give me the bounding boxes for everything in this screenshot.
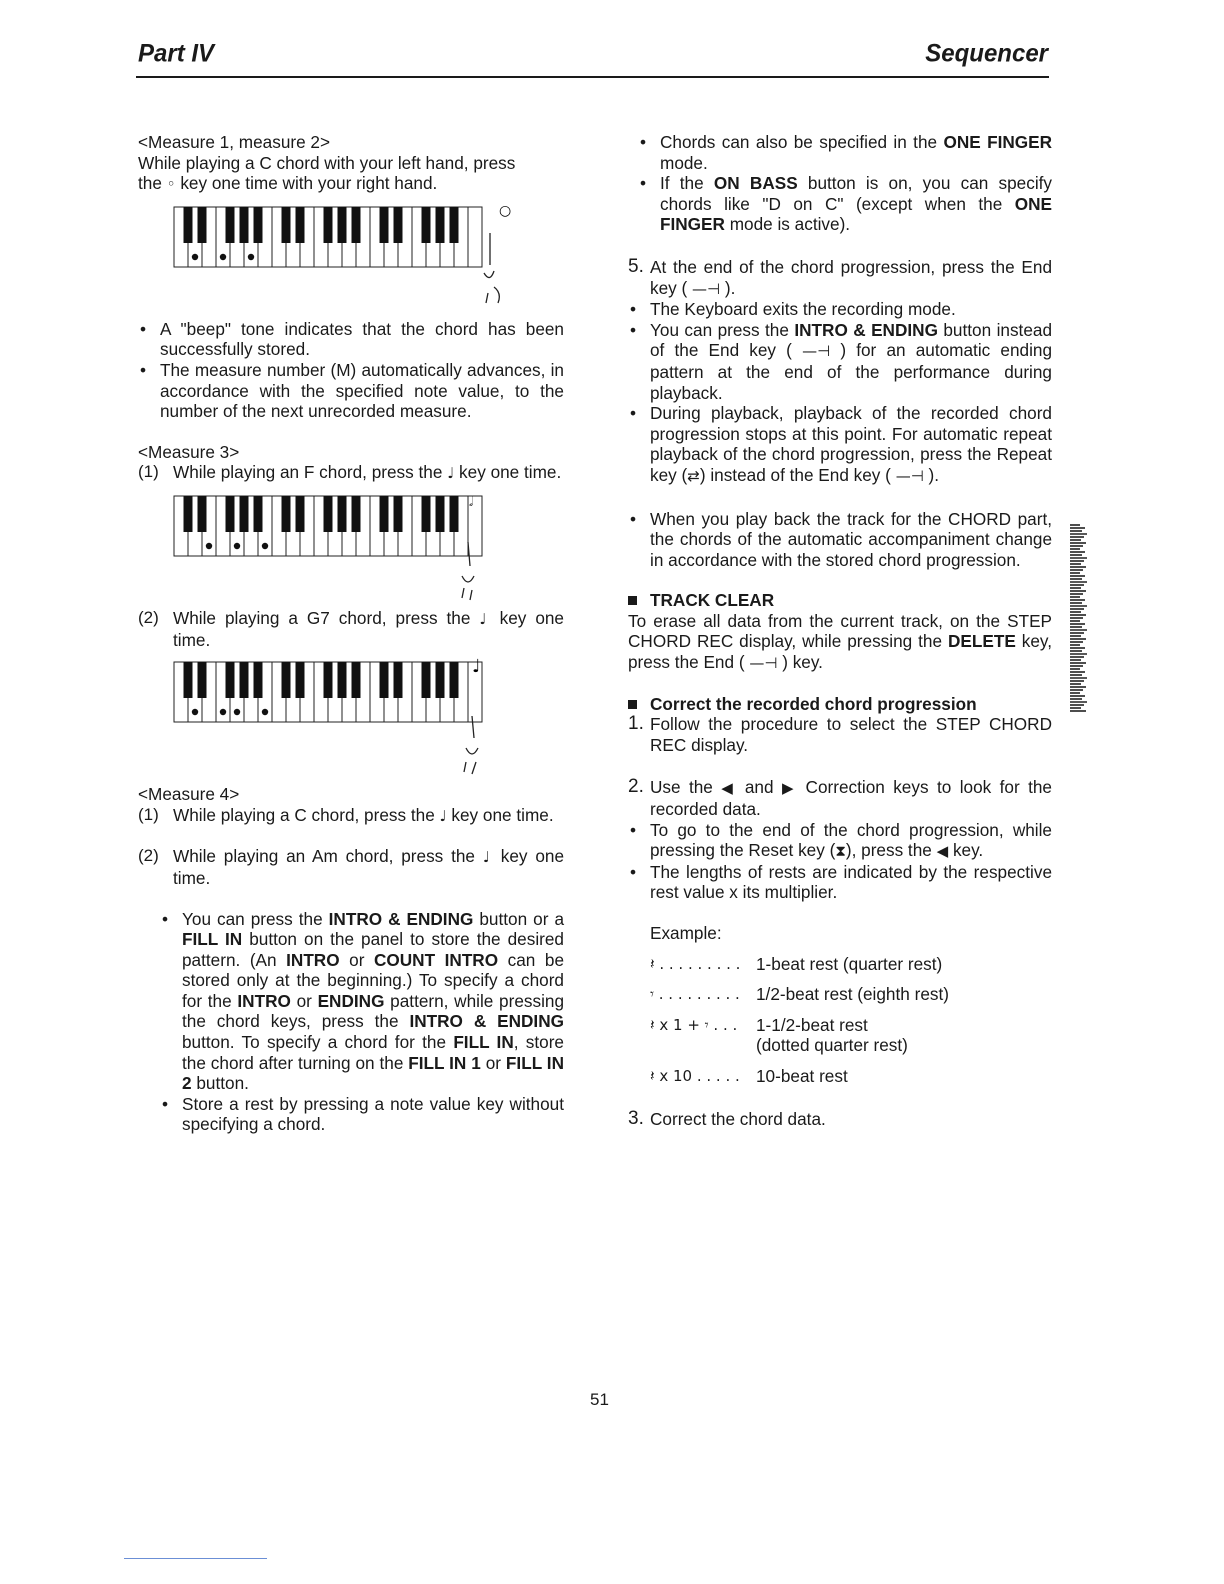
chord-key-marker xyxy=(192,709,198,715)
correct-step-1: 1. Follow the procedure to select the STEP CHORD REC display. xyxy=(628,713,1052,755)
right-arrow-icon: ▶ xyxy=(781,779,798,798)
measure3-step1: (1) While playing an F chord, press the ♩ key one time. xyxy=(138,462,562,483)
black-key xyxy=(352,207,361,243)
black-key xyxy=(184,207,193,243)
chord-key-marker xyxy=(262,543,268,549)
black-key xyxy=(324,662,333,698)
quarter-note-icon: ♩ xyxy=(439,806,447,825)
black-key xyxy=(184,496,193,532)
black-key xyxy=(296,496,305,532)
pointing-hand-icon xyxy=(464,716,478,774)
black-key xyxy=(296,207,305,243)
example-row: 𝄽 . . . . . . . . . 1-beat rest (quarter rest) xyxy=(650,953,943,974)
pointing-hand-icon xyxy=(484,233,499,303)
black-key xyxy=(282,496,291,532)
header-section: Sequencer xyxy=(925,39,1048,68)
bullet-chord-part: • When you play back the track for the CHORD part, the chords of the automatic accompaniment change in accordance with the stored chord progression. xyxy=(628,509,1052,571)
scan-edge-line xyxy=(124,1558,267,1559)
chord-key-marker xyxy=(220,254,226,260)
example-label: Example: xyxy=(650,923,722,943)
black-key xyxy=(254,207,263,243)
black-key xyxy=(450,496,459,532)
end-key-icon: —⊣ xyxy=(802,342,831,361)
right-column xyxy=(628,132,1052,1129)
bullet-one-finger: • Chords can also be specified in the ONE FINGER mode. xyxy=(638,132,1052,173)
bullet-item: • The measure number (M) automatically advances, in accordance with the specified note value, to the number of the next unrecorded measure. xyxy=(138,360,564,422)
black-key xyxy=(198,207,207,243)
black-key xyxy=(436,662,445,698)
black-key xyxy=(324,207,333,243)
thumb-index-strip xyxy=(1068,525,1090,713)
track-clear-text: To erase all data from the current track, on the STEP CHORD REC display, while pressing the DELETE key, press the End ( —⊣ ) key. xyxy=(628,610,1053,673)
bullet-reset: • To go to the end of the chord progression, while pressing the Reset key (⧗), press the ◀ key. xyxy=(628,820,1052,862)
keyboard-keys xyxy=(174,207,482,267)
measure4-step1: (1) While playing a C chord, press the ♩ key one time. xyxy=(138,804,554,825)
black-key xyxy=(450,662,459,698)
measure12-line1: While playing a C chord with your left hand, press xyxy=(138,152,516,173)
quarter-note-icon: ♩ xyxy=(482,848,493,867)
black-key xyxy=(394,207,403,243)
whole-note-icon: ○ xyxy=(499,202,512,219)
correct-heading: Correct the recorded chord progression xyxy=(628,694,1052,715)
step-5: 5. At the end of the chord progression, press the End key ( —⊣ ). xyxy=(628,255,1052,298)
keyboard-diagram-3 xyxy=(172,658,502,778)
bullet-rest-lengths: • The lengths of rests are indicated by the respective rest value x its multiplier. xyxy=(628,862,1052,903)
black-key xyxy=(394,496,403,532)
correct-step-2: 2. Use the ◀ and ▶ Correction keys to look for the recorded data. xyxy=(628,776,1052,820)
example-row: 𝄾 . . . . . . . . . 1/2-beat rest (eighth rest) xyxy=(650,984,949,1005)
black-key xyxy=(352,662,361,698)
quarter-note-icon: ♩ xyxy=(447,464,455,483)
black-key xyxy=(380,207,389,243)
black-key xyxy=(338,662,347,698)
black-key xyxy=(198,496,207,532)
keyboard-diagram-1 xyxy=(172,202,512,313)
measure4-title: <Measure 4> xyxy=(138,784,240,805)
black-key xyxy=(240,662,249,698)
black-key xyxy=(422,207,431,243)
example-row: 𝄽 x 10 . . . . . 10-beat rest xyxy=(650,1065,848,1086)
header-rule xyxy=(136,76,1049,78)
black-key xyxy=(422,496,431,532)
quarter-note-icon: ♩ xyxy=(479,609,491,628)
bullet-intro-ending-alt: • You can press the INTRO & ENDING button instead of the End key ( —⊣ ) for an automatic ending pattern at the end of the performance during playback. xyxy=(628,320,1052,403)
chord-key-marker xyxy=(262,709,268,715)
measure3-title: <Measure 3> xyxy=(138,441,240,462)
page-number: 51 xyxy=(590,1390,609,1409)
header-part: Part IV xyxy=(138,39,215,68)
chord-key-marker xyxy=(192,254,198,260)
correct-step-3: 3. Correct the chord data. xyxy=(628,1107,826,1129)
example-row: 𝄽 x 1 + 𝄾 . . . 1-1/2-beat rest (dotted quarter rest) xyxy=(650,1014,908,1056)
left-arrow-icon: ◀ xyxy=(721,779,737,798)
chord-key-marker xyxy=(248,254,254,260)
end-key-icon: —⊣ xyxy=(749,654,778,673)
left-arrow-icon: ◀ xyxy=(936,842,949,861)
black-key xyxy=(198,662,207,698)
keyboard-keys xyxy=(174,662,482,722)
whole-note-icon: ◦ xyxy=(166,175,176,194)
black-key xyxy=(282,662,291,698)
black-key xyxy=(380,496,389,532)
end-key-icon: —⊣ xyxy=(895,466,924,485)
bullet-exits: • The Keyboard exits the recording mode. xyxy=(628,299,1052,320)
black-key xyxy=(422,662,431,698)
bullet-item: • A "beep" tone indicates that the chord has been successfully stored. xyxy=(138,319,564,360)
measure12-line2: the ◦ key one time with your right hand. xyxy=(138,173,438,194)
half-note-icon: 𝅗𝅥 xyxy=(469,494,474,510)
black-key xyxy=(282,207,291,243)
black-key xyxy=(338,496,347,532)
keyboard-diagram-2 xyxy=(172,492,502,602)
black-key xyxy=(184,662,193,698)
measure4-step2: (2) While playing an Am chord, press the ♩ key one time. xyxy=(138,846,565,888)
track-clear-heading: TRACK CLEAR xyxy=(628,590,1052,611)
repeat-key-icon: ⇄ xyxy=(687,466,700,485)
measure3-step2: (2) While playing a G7 chord, press the ♩ key one time. xyxy=(138,607,564,650)
black-key xyxy=(226,662,235,698)
black-key xyxy=(450,207,459,243)
bullet-store-rest: • Store a rest by pressing a note value key without specifying a chord. xyxy=(160,1094,564,1135)
black-key xyxy=(436,207,445,243)
measure12-title: <Measure 1, measure 2> xyxy=(138,132,331,152)
black-key xyxy=(338,207,347,243)
black-key xyxy=(324,496,333,532)
chord-key-marker xyxy=(206,543,212,549)
black-key xyxy=(394,662,403,698)
black-key xyxy=(240,496,249,532)
reset-key-icon: ⧗ xyxy=(835,842,846,861)
bullet-playback: • During playback, playback of the recorded chord progression stops at this point. For automatic repeat playback of the chord progression, press the Repeat key (⇄) instead of the End key ( —⊣ ). xyxy=(628,403,1052,486)
black-key xyxy=(226,496,235,532)
keyboard-keys xyxy=(174,496,482,556)
chord-key-marker xyxy=(234,543,240,549)
black-key xyxy=(436,496,445,532)
bullet-intro-ending: • You can press the INTRO & ENDING button or a FILL IN button on the panel to store the desired pattern. (An INTRO or COUNT INTRO can be stored only at the beginning.) To specify a chord for the INTRO or ENDING pattern, while pressing the chord keys, press the INTRO & ENDING button. To specify a chord for the FILL IN, store the chord after turning on the FILL IN 1 or FILL IN 2 button. xyxy=(160,909,564,1094)
chord-key-marker xyxy=(220,709,226,715)
black-key xyxy=(226,207,235,243)
left-column xyxy=(138,132,564,1135)
chord-key-marker xyxy=(234,709,240,715)
black-key xyxy=(240,207,249,243)
black-key xyxy=(254,496,263,532)
bullet-on-bass: • If the ON BASS button is on, you can specify chords like "D on C" (except when the ONE FINGER mode is active). xyxy=(638,173,1052,235)
end-key-icon: —⊣ xyxy=(692,279,721,298)
black-key xyxy=(296,662,305,698)
black-key xyxy=(380,662,389,698)
quarter-note-icon: ♩ xyxy=(472,656,481,678)
black-key xyxy=(352,496,361,532)
black-key xyxy=(254,662,263,698)
